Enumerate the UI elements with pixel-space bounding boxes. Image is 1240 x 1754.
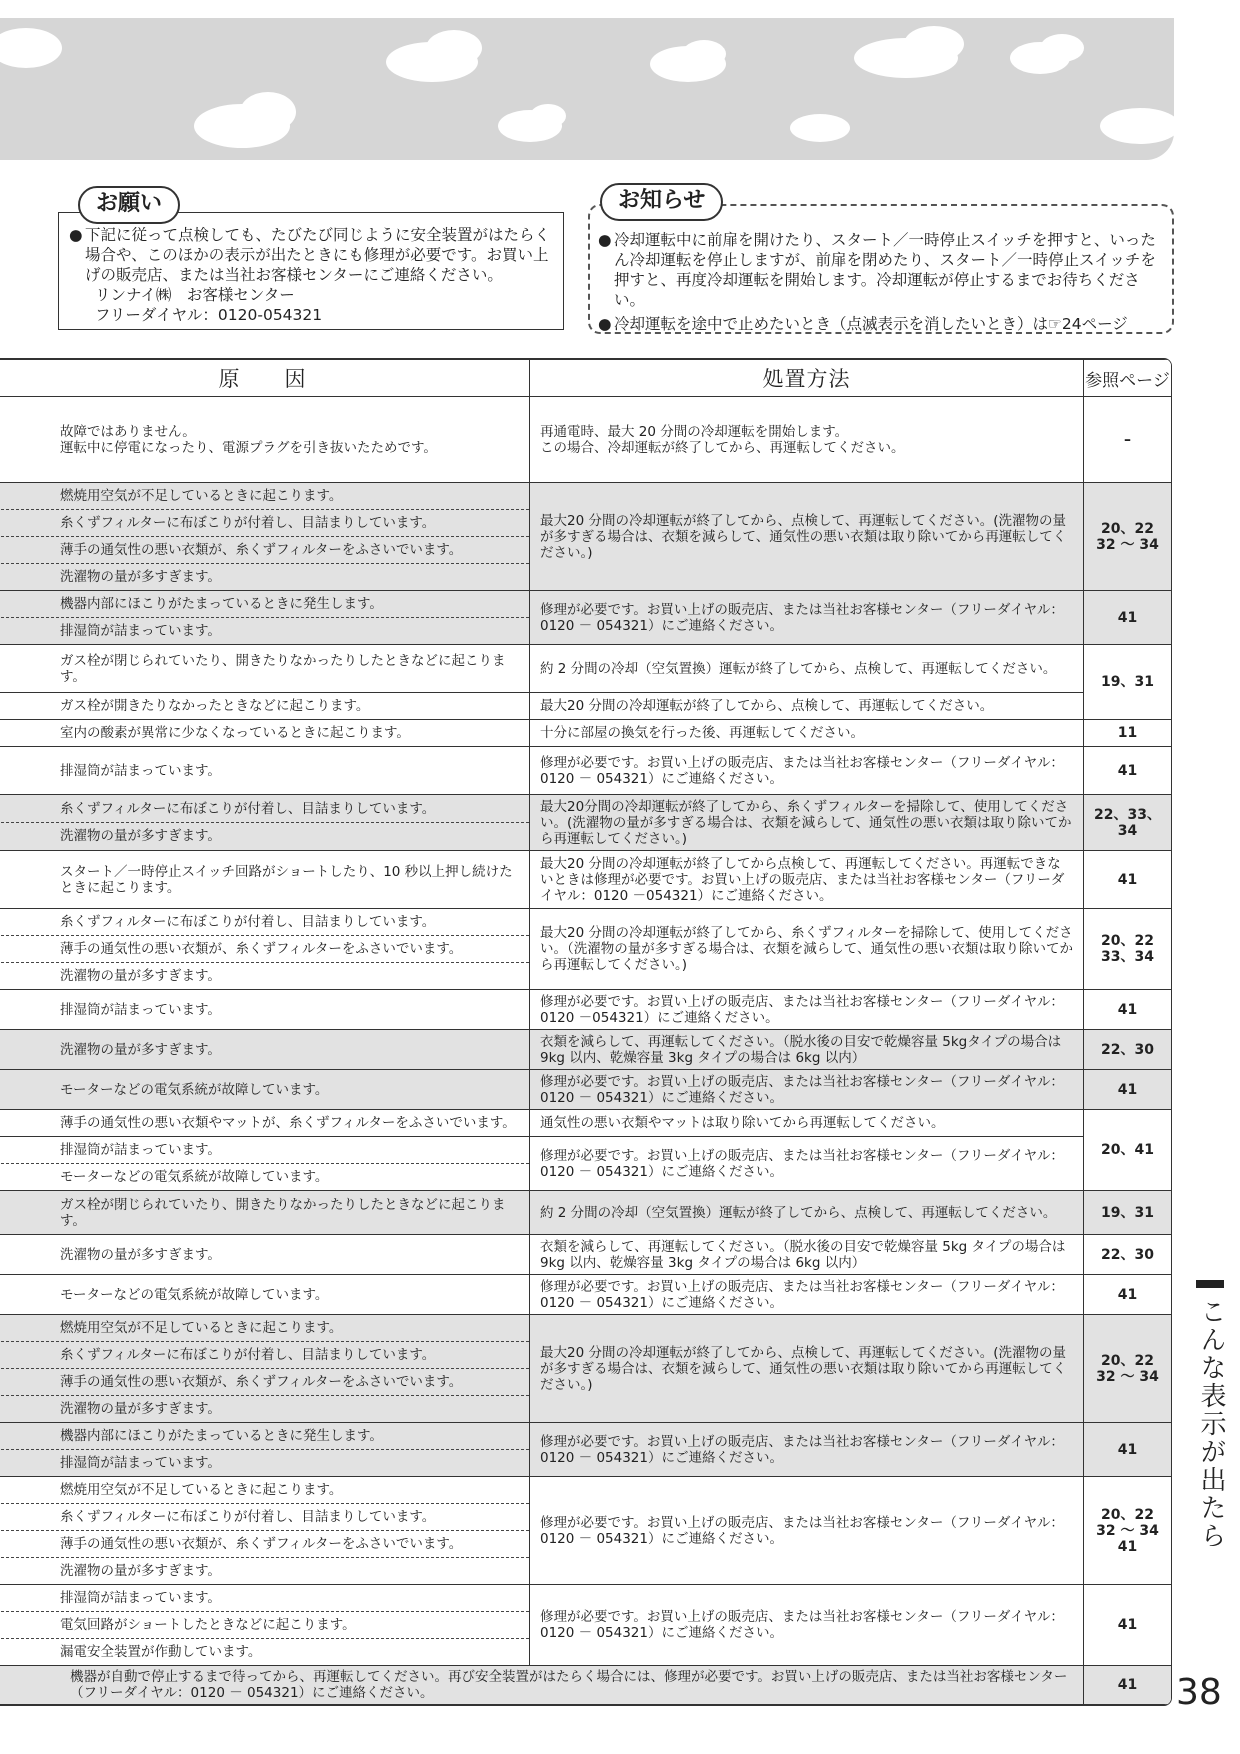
cause-cell (0, 1315, 530, 1423)
cause-cell (0, 1070, 530, 1110)
info-text-2: 冷却運転を途中で止めたいとき（点滅表示を消したいとき）は☞24ページ (614, 315, 1128, 333)
remedy-cell: 最大20 分間の冷却運転が終了してから、点検して、再運転してください。(洗濯物の量が多すぎる場合は、衣類を減らして、通気性の悪い衣類は取り除いてから再運転してください。) (530, 1315, 1084, 1423)
table-row (0, 645, 1172, 693)
reference-page-cell: 22、30 (1084, 1235, 1172, 1275)
remedy-cell: 最大20 分間の冷却運転が終了してから、点検して、再運転してください。(洗濯物の量が多すぎる場合は、衣類を減らして、通気性の悪い衣類は取り除いてから再運転してください。) (530, 483, 1084, 591)
table-row (0, 1110, 1172, 1137)
table-row (0, 1275, 1172, 1315)
clouds-illustration (0, 18, 1174, 160)
table-row (0, 1030, 1172, 1070)
cause-text: ガス栓が開きたりなかったときなどに起こります。 (60, 698, 370, 714)
cause-cell (0, 747, 530, 795)
cause-cell (0, 1030, 530, 1070)
cause-cell (0, 1275, 530, 1315)
cause-cell (0, 990, 530, 1030)
cause-text: 糸くずフィルターに布ぼこりが付着し、目詰まりしています。 (60, 801, 436, 817)
cause-text: 燃焼用空気が不足しているときに起こります。 (60, 488, 343, 504)
remedy-cell: 再通電時、最大 20 分間の冷却運転を開始します。 この場合、冷却運転が終了してから、再運転してください。 (530, 397, 1084, 483)
reference-page-cell: 41 (1084, 1070, 1172, 1110)
table-row (0, 720, 1172, 747)
cause-text: 室内の酸素が異常に少なくなっているときに起こります。 (60, 725, 410, 741)
cause-text: 糸くずフィルターに布ぼこりが付着し、目詰まりしています。 (0, 1341, 529, 1368)
info-label: お知らせ (600, 183, 723, 221)
remedy-cell: 修理が必要です。お買い上げの販売店、または当社お客様センター（フリーダイヤル：0120 － 054321）にご連絡ください。 (530, 1137, 1084, 1191)
cause-text: 排湿筒が詰まっています。 (60, 1001, 221, 1018)
remedy-cell: 約 2 分間の冷却（空気置換）運転が終了してから、点検して、再運転してください。 (530, 645, 1084, 693)
cause-text: 洗濯物の量が多すぎます。 (0, 962, 529, 989)
table-row (0, 1315, 1172, 1423)
cause-cell (0, 1423, 530, 1477)
reference-page-cell: 41 (1084, 1585, 1172, 1666)
reference-page-cell: 22、33、 34 (1084, 795, 1172, 851)
request-bullet (69, 225, 555, 285)
remedy-cell: 修理が必要です。お買い上げの販売店、または当社お客様センター（フリーダイヤル：0120 － 054321）にご連絡ください。 (530, 591, 1084, 645)
reference-page-cell: 41 (1084, 1666, 1172, 1705)
table-row (0, 1137, 1172, 1191)
cause-cell (0, 1191, 530, 1235)
remedy-cell: 最大20 分間の冷却運転が終了してから、糸くずフィルターを掃除して、使用してください。（洗濯物の量が多すぎる場合は、衣類を減らして、通気性の悪い衣類は取り除いてから再運転してください。) (530, 909, 1084, 990)
bullet-icon: ● (598, 231, 612, 249)
cause-text: 漏電安全装置が作動しています。 (0, 1638, 529, 1665)
table-row (0, 1235, 1172, 1275)
reference-page-cell: 11 (1084, 720, 1172, 747)
cause-text: モーターなどの電気系統が故障しています。 (60, 1081, 329, 1098)
cause-text: 機器内部にほこりがたまっているときに発生します。 (60, 1428, 383, 1444)
cause-text: 薄手の通気性の悪い衣類が、糸くずフィルターをふさいでいます。 (0, 1368, 529, 1395)
cause-text: 洗濯物の量が多すぎます。 (0, 1557, 529, 1584)
cause-cell (0, 1235, 530, 1275)
reference-page-cell: 20、22 32 ～ 34 (1084, 1315, 1172, 1423)
remedy-cell: 十分に部屋の換気を行った後、再運転してください。 (530, 720, 1084, 747)
header-ref: 参照ページ (1084, 360, 1172, 397)
cause-cell (0, 720, 530, 747)
cause-text: 燃焼用空気が不足しているときに起こります。 (60, 1320, 343, 1336)
table-row (0, 1477, 1172, 1585)
cause-cell (0, 1137, 530, 1191)
cause-cell (0, 909, 530, 990)
info-text-1: 冷却運転中に前扉を開けたり、スタート／一時停止スイッチを押すと、いったん冷却運転を停止しますが、前扉を閉めたり、スタート／一時停止スイッチを押すと、再度冷却運転を開始します。冷却運転が停止するまでお待ちください。 (614, 231, 1156, 309)
cause-cell (0, 1585, 530, 1666)
request-notice-box (58, 212, 564, 330)
cause-text: 洗濯物の量が多すぎます。 (60, 1246, 221, 1263)
cause-text: 排湿筒が詰まっています。 (60, 762, 221, 779)
cause-text: 排湿筒が詰まっています。 (0, 1449, 529, 1476)
troubleshooting-table (0, 358, 1172, 1706)
reference-page-cell: 19、31 (1084, 1191, 1172, 1235)
cause-cell (0, 1110, 530, 1137)
cause-cell (0, 483, 530, 591)
cause-text: 薄手の通気性の悪い衣類やマットが、糸くずフィルターをふさいでいます。 (60, 1115, 516, 1131)
cause-text: 薄手の通気性の悪い衣類が、糸くずフィルターをふさいでいます。 (0, 536, 529, 563)
table-row (0, 591, 1172, 645)
header-cause: 原 因 (0, 360, 530, 397)
remedy-cell: 最大20 分間の冷却運転が終了してから、点検して、再運転してください。 (530, 693, 1084, 720)
reference-page-cell: 20、22 32 ～ 34 (1084, 483, 1172, 591)
reference-page-cell: 20、22 33、34 (1084, 909, 1172, 990)
remedy-cell: 通気性の悪い衣類やマットは取り除いてから再運転してください。 (530, 1110, 1084, 1137)
cause-text: ガス栓が閉じられていたり、開きたりなかったりしたときなどに起こります。 (60, 1196, 506, 1229)
table-row (0, 1191, 1172, 1235)
reference-page-cell: 41 (1084, 1275, 1172, 1315)
cause-cell (0, 693, 530, 720)
table-row (0, 909, 1172, 990)
cause-text: 洗濯物の量が多すぎます。 (60, 1041, 221, 1058)
cause-text: 薄手の通気性の悪い衣類が、糸くずフィルターをふさいでいます。 (0, 1530, 529, 1557)
cause-text: 洗濯物の量が多すぎます。 (0, 563, 529, 590)
cause-text: 排湿筒が詰まっています。 (0, 617, 529, 644)
table-row (0, 990, 1172, 1030)
customer-center: リンナイ㈱ お客様センター (95, 286, 295, 304)
reference-page-cell: 20、22 32 ～ 34 41 (1084, 1477, 1172, 1585)
reference-page-cell: 41 (1084, 851, 1172, 909)
cause-text: スタート／一時停止スイッチ回路がショートしたり、10 秒以上押し続けたときに起こります。 (60, 863, 513, 896)
reference-page-cell: 20、41 (1084, 1110, 1172, 1191)
cause-text: 洗濯物の量が多すぎます。 (0, 1395, 529, 1422)
reference-page-cell: – (1084, 397, 1172, 483)
reference-page-cell: 41 (1084, 591, 1172, 645)
cause-text: 糸くずフィルターに布ぼこりが付着し、目詰まりしています。 (60, 914, 436, 930)
info-bullet (598, 230, 1166, 310)
remedy-cell: 修理が必要です。お買い上げの販売店、または当社お客様センター（フリーダイヤル：0120 － 054321）にご連絡ください。 (530, 1477, 1084, 1585)
remedy-cell: 約 2 分間の冷却（空気置換）運転が終了してから、点検して、再運転してください。 (530, 1191, 1084, 1235)
table-row (0, 795, 1172, 851)
bullet-icon: ● (598, 315, 612, 333)
remedy-cell: 最大20分間の冷却運転が終了してから、糸くずフィルターを掃除して、使用してください。(洗濯物の量が多すぎる場合は、衣類を減らして、通気性の悪い衣類は取り除いてから再運転してください。) (530, 795, 1084, 851)
cause-cell (0, 795, 530, 851)
cause-cell (0, 851, 530, 909)
cause-cell (0, 397, 530, 483)
cause-cell (0, 1477, 530, 1585)
cause-text: 燃焼用空気が不足しているときに起こります。 (60, 1482, 343, 1498)
cause-text: モーターなどの電気系統が故障しています。 (60, 1286, 329, 1303)
remedy-cell: 衣類を減らして、再運転してください。（脱水後の目安で乾燥容量 5kg タイプの場合は9kg 以内、乾燥容量 3kg タイプの場合は 6kg 以内） (530, 1235, 1084, 1275)
remedy-cell: 修理が必要です。お買い上げの販売店、または当社お客様センター（フリーダイヤル：0120 － 054321）にご連絡ください。 (530, 1070, 1084, 1110)
cause-text: 排湿筒が詰まっています。 (60, 1142, 221, 1158)
reference-page-cell: 41 (1084, 747, 1172, 795)
cause-text: 故障ではありません。 運転中に停電になったり、電源プラグを引き抜いたためです。 (60, 423, 437, 456)
table-row (0, 1070, 1172, 1110)
remedy-cell: 修理が必要です。お買い上げの販売店、または当社お客様センター（フリーダイヤル：0120 －054321）にご連絡ください。 (530, 990, 1084, 1030)
remedy-cell: 修理が必要です。お買い上げの販売店、または当社お客様センター（フリーダイヤル：0120 － 054321）にご連絡ください。 (530, 1423, 1084, 1477)
table-row (0, 747, 1172, 795)
remedy-cell: 修理が必要です。お買い上げの販売店、または当社お客様センター（フリーダイヤル：0120 － 054321）にご連絡ください。 (530, 1275, 1084, 1315)
remedy-cell: 衣類を減らして、再運転してください。（脱水後の目安で乾燥容量 5kgタイプの場合は9kg 以内、乾燥容量 3kg タイプの場合は 6kg 以内） (530, 1030, 1084, 1070)
info-notice-box (588, 204, 1174, 334)
cause-text: 薄手の通気性の悪い衣類が、糸くずフィルターをふさいでいます。 (0, 935, 529, 962)
request-label: お願い (78, 186, 180, 224)
header-remedy: 処置方法 (530, 360, 1084, 397)
cause-text: 糸くずフィルターに布ぼこりが付着し、目詰まりしています。 (0, 1503, 529, 1530)
table-footer-row (0, 1666, 1172, 1705)
cause-text: 機器内部にほこりがたまっているときに発生します。 (60, 596, 383, 612)
table-row (0, 1585, 1172, 1666)
section-title: こんな表示が出たら (1196, 1298, 1226, 1550)
table-row (0, 483, 1172, 591)
section-marker (1196, 1280, 1224, 1288)
cause-text: 洗濯物の量が多すぎます。 (0, 822, 529, 849)
cause-text: ガス栓が閉じられていたり、開きたりなかったりしたときなどに起こります。 (60, 652, 506, 685)
info-bullet (598, 314, 1166, 334)
cause-text: モーターなどの電気系統が故障しています。 (0, 1163, 529, 1190)
cause-text: 電気回路がショートしたときなどに起こります。 (0, 1611, 529, 1638)
remedy-cell: 修理が必要です。お買い上げの販売店、または当社お客様センター（フリーダイヤル：0120 － 054321）にご連絡ください。 (530, 747, 1084, 795)
table-row (0, 693, 1172, 720)
remedy-cell: 修理が必要です。お買い上げの販売店、または当社お客様センター（フリーダイヤル：0120 － 054321）にご連絡ください。 (530, 1585, 1084, 1666)
cause-text: 排湿筒が詰まっています。 (60, 1590, 221, 1606)
reference-page-cell: 22、30 (1084, 1030, 1172, 1070)
cause-cell (0, 591, 530, 645)
cloud-banner (0, 18, 1174, 160)
table-row (0, 851, 1172, 909)
table-row (0, 397, 1172, 483)
cause-cell (0, 645, 530, 693)
table-row (0, 1423, 1172, 1477)
page-number: 38 (1176, 1672, 1222, 1713)
remedy-cell: 最大20 分間の冷却運転が終了してから点検して、再運転してください。再運転できないときは修理が必要です。お買い上げの販売店、または当社お客様センター（フリーダイヤル：0120 －054321）にご連絡ください。 (530, 851, 1084, 909)
bullet-icon: ● (69, 226, 83, 244)
reference-page-cell: 41 (1084, 990, 1172, 1030)
cause-text: 糸くずフィルターに布ぼこりが付着し、目詰まりしています。 (0, 509, 529, 536)
reference-page-cell: 19、31 (1084, 645, 1172, 720)
footer-text: 機器が自動で停止するまで待ってから、再運転してください。再び安全装置がはたらく場合には、修理が必要です。お買い上げの販売店、または当社お客様センター （フリーダイヤル：0120 － 054321）にご連絡ください。 (0, 1666, 1084, 1705)
request-text: 下記に従って点検しても、たびたび同じように安全装置がはたらく場合や、このほかの表示が出たときにも修理が必要です。お買い上げの販売店、または当社お客様センターにご連絡ください。 (85, 226, 551, 284)
freedial-number: フリーダイヤル：0120-054321 (95, 306, 323, 324)
reference-page-cell: 41 (1084, 1423, 1172, 1477)
